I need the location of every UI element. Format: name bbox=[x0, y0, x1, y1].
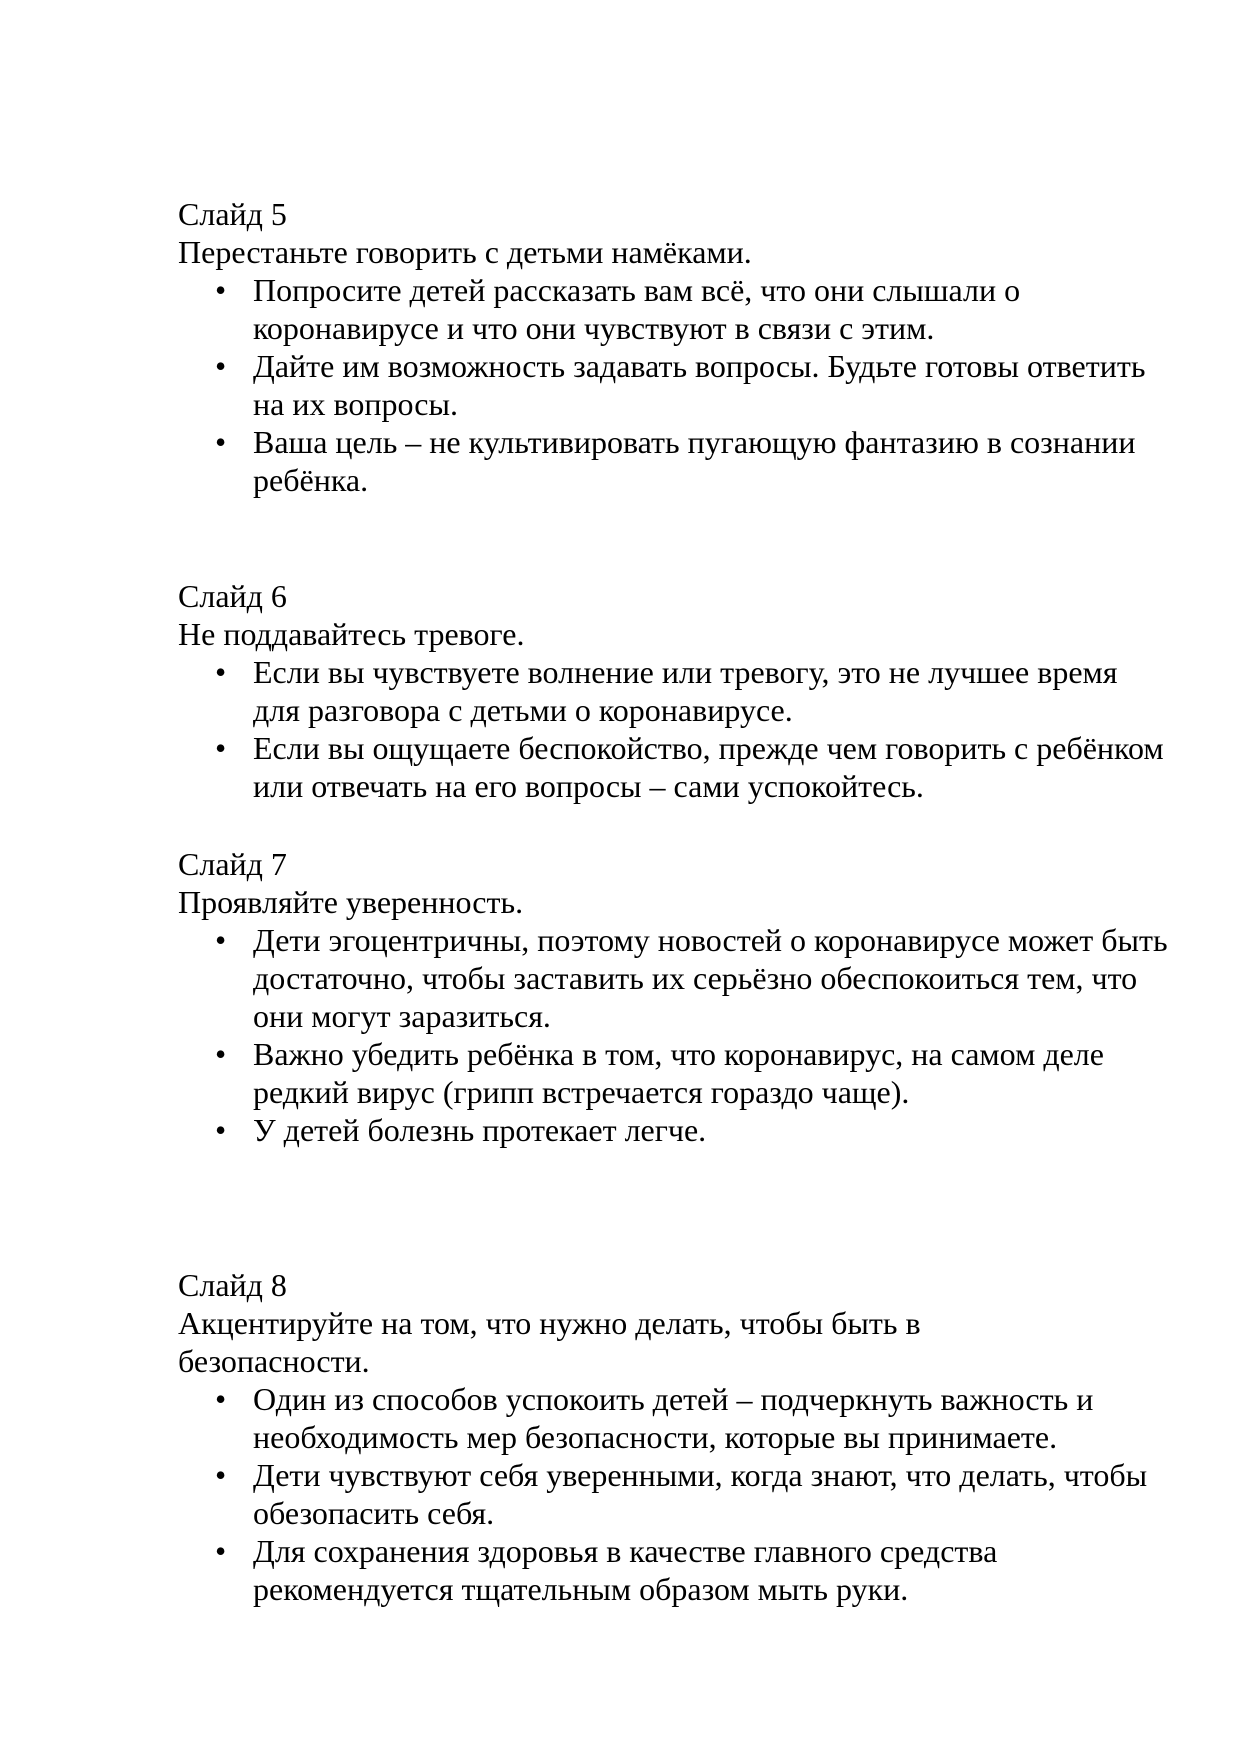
list-item-text: Если вы чувствуете волнение или тревогу, это не лучшее время для разговора с детьми о коронавирусе. bbox=[253, 654, 1118, 728]
list-item-text: Один из способов успокоить детей – подчеркнуть важность и необходимость мер безопасности, которые вы принимаете. bbox=[253, 1381, 1094, 1455]
list-item-text: Дайте им возможность задавать вопросы. Будьте готовы ответить на их вопросы. bbox=[253, 348, 1146, 422]
bullet-list bbox=[178, 271, 1168, 499]
bullet-list bbox=[178, 921, 1168, 1149]
bullet-icon: • bbox=[215, 654, 227, 690]
list-item-text: Дети чувствуют себя уверенными, когда знают, что делать, чтобы обезопасить себя. bbox=[253, 1457, 1148, 1531]
list-item bbox=[178, 1111, 1168, 1149]
list-item bbox=[178, 653, 1168, 729]
list-item bbox=[178, 1456, 1168, 1532]
slide-6-section bbox=[178, 577, 1168, 805]
bullet-icon: • bbox=[215, 730, 227, 766]
list-item bbox=[178, 1035, 1168, 1111]
list-item-text: Если вы ощущаете беспокойство, прежде чем говорить с ребёнком или отвечать на его вопросы – сами успокойтесь. bbox=[253, 730, 1164, 804]
list-item bbox=[178, 921, 1168, 1035]
bullet-icon: • bbox=[215, 1533, 227, 1569]
list-item bbox=[178, 423, 1168, 499]
bullet-list bbox=[178, 653, 1168, 805]
slide-title: Слайд 6 bbox=[178, 578, 287, 614]
slide-title: Слайд 5 bbox=[178, 196, 287, 232]
list-item bbox=[178, 271, 1168, 347]
slide-heading: Акцентируйте на том, что нужно делать, чтобы быть в безопасности. bbox=[178, 1305, 921, 1379]
bullet-icon: • bbox=[215, 348, 227, 384]
list-item-text: У детей болезнь протекает легче. bbox=[253, 1112, 707, 1148]
slide-heading: Перестаньте говорить с детьми намёками. bbox=[178, 234, 752, 270]
list-item bbox=[178, 1380, 1168, 1456]
slide-title: Слайд 8 bbox=[178, 1267, 287, 1303]
bullet-icon: • bbox=[215, 1381, 227, 1417]
bullet-icon: • bbox=[215, 1036, 227, 1072]
list-item bbox=[178, 347, 1168, 423]
list-item-text: Важно убедить ребёнка в том, что коронавирус, на самом деле редкий вирус (грипп встречается гораздо чаще). bbox=[253, 1036, 1104, 1110]
bullet-icon: • bbox=[215, 424, 227, 460]
bullet-icon: • bbox=[215, 1112, 227, 1148]
slide-8-section bbox=[178, 1266, 1168, 1608]
list-item-text: Ваша цель – не культивировать пугающую фантазию в сознании ребёнка. bbox=[253, 424, 1136, 498]
slide-title: Слайд 7 bbox=[178, 846, 287, 882]
list-item bbox=[178, 729, 1168, 805]
list-item-text: Дети эгоцентричны, поэтому новостей о коронавирусе может быть достаточно, чтобы заставить их серьёзно обеспокоиться тем, что они могут заразиться. bbox=[253, 922, 1168, 1034]
bullet-icon: • bbox=[215, 922, 227, 958]
bullet-icon: • bbox=[215, 272, 227, 308]
slide-5-section bbox=[178, 195, 1168, 499]
bullet-icon: • bbox=[215, 1457, 227, 1493]
slide-7-section bbox=[178, 845, 1168, 1149]
bullet-list bbox=[178, 1380, 1168, 1608]
slide-heading: Проявляйте уверенность. bbox=[178, 884, 524, 920]
list-item bbox=[178, 1532, 1168, 1608]
list-item-text: Попросите детей рассказать вам всё, что они слышали о коронавирусе и что они чувствуют в связи с этим. bbox=[253, 272, 1021, 346]
list-item-text: Для сохранения здоровья в качестве главного средства рекомендуется тщательным образом мыть руки. bbox=[253, 1533, 998, 1607]
slide-heading: Не поддавайтесь тревоге. bbox=[178, 616, 525, 652]
